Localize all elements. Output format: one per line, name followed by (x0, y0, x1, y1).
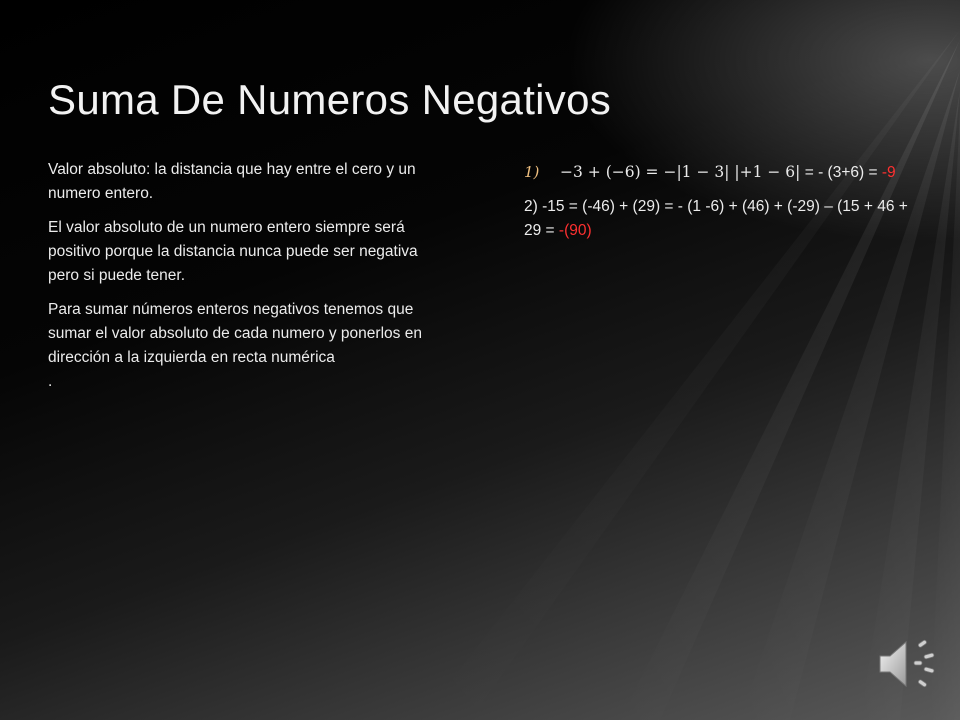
example-1-result: -9 (881, 164, 896, 181)
left-text-column (48, 158, 428, 404)
example-2 (524, 195, 924, 243)
example-1-number: 1) (524, 163, 540, 181)
paragraph-absolute-value-definition: Valor absoluto: la distancia que hay entre el cero y un numero entero. (48, 161, 416, 202)
right-examples-column (524, 160, 924, 243)
example-1 (524, 160, 924, 185)
example-1-equation: −3 + (−6) = −|1 − 3| |+1 − 6| (560, 163, 801, 181)
example-1-body (560, 160, 896, 185)
example-2-result: -(90) (558, 222, 592, 239)
paragraph-absolute-value-positive: El valor absoluto de un numero entero siempre será positivo porque la distancia nunca puede ser negativa pero si puede tener. (48, 219, 418, 284)
speaker-icon[interactable] (876, 636, 940, 692)
paragraph-trailing-dot: . (48, 373, 53, 390)
example-1-tail: = - (3+6) = (800, 164, 882, 181)
slide-title: Suma De Numeros Negativos (48, 76, 612, 123)
paragraph-sum-negatives: Para sumar números enteros negativos tenemos que sumar el valor absoluto de cada numero y ponerlos en dirección a la izquierda en recta numérica (48, 301, 422, 366)
example-2-text: 2) -15 = (-46) + (29) = - (1 -6) + (46) + (-29) – (15 + 46 + 29 = (524, 198, 908, 239)
